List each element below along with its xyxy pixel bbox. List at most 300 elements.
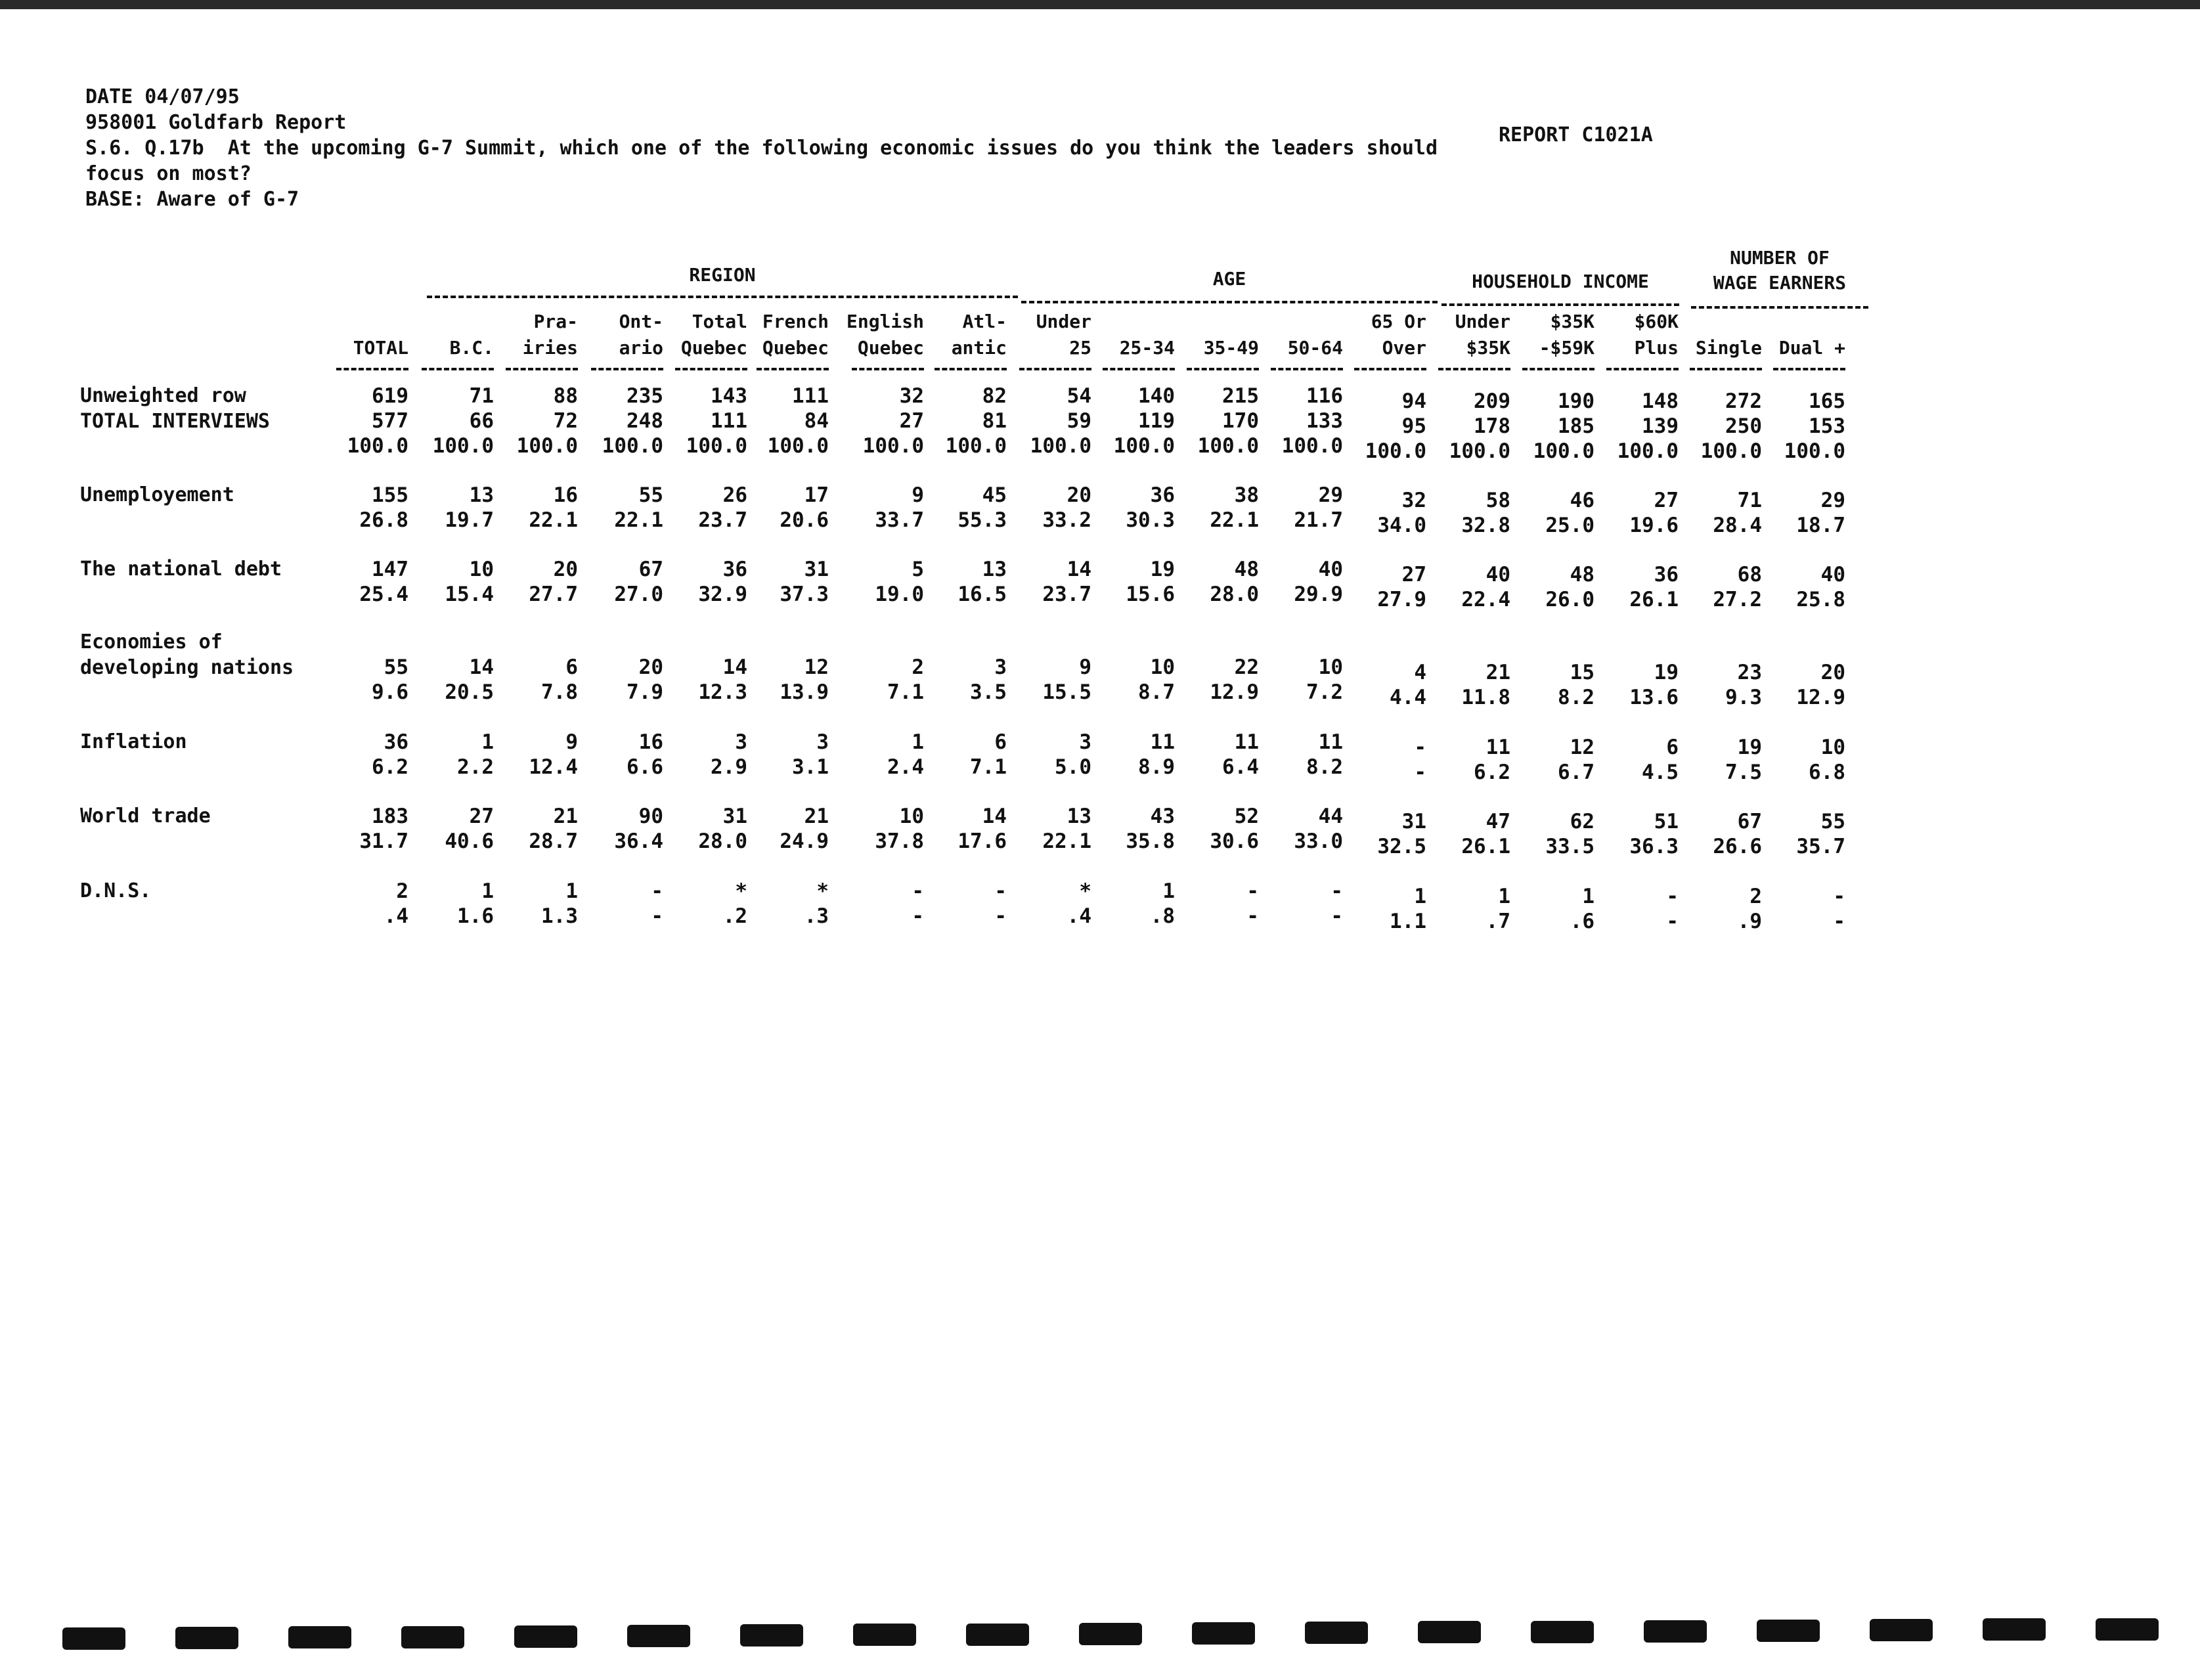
table-cell: 1.3: [541, 904, 578, 928]
table-cell: 1.1: [1390, 910, 1426, 933]
table-cell: 3.5: [970, 680, 1007, 704]
column-header: [1425, 309, 1510, 361]
column-header: [1760, 309, 1845, 361]
table-cell: 7.5: [1725, 761, 1762, 784]
table-cell: 1: [481, 879, 494, 903]
table-cell: 25.4: [359, 583, 408, 606]
table-cell: 1: [1414, 885, 1426, 908]
table-cell: 5.0: [1055, 755, 1091, 779]
row-label: [80, 482, 234, 508]
table-cell: 170: [1222, 409, 1259, 433]
column-header: [493, 309, 578, 361]
table-cell: 7.1: [970, 755, 1007, 779]
row-label: [80, 878, 151, 904]
table-cell: 119: [1138, 409, 1175, 433]
table-cell: 28.0: [1210, 583, 1259, 606]
table-cell: 13.6: [1629, 686, 1679, 709]
table-cell: 40: [1485, 563, 1510, 586]
table-cell: -: [1833, 910, 1845, 933]
row-label: [80, 803, 211, 829]
table-cell: 148: [1642, 389, 1679, 413]
table-cell: 35.7: [1796, 835, 1845, 858]
column-header-rule: [852, 368, 924, 370]
table-cell: -: [1833, 885, 1845, 908]
table-cell: 235: [627, 384, 663, 408]
table-cell: 37.3: [780, 583, 829, 606]
column-header-line-1: 65 Or: [1371, 311, 1426, 332]
table-cell: 36.3: [1629, 835, 1679, 858]
table-cell: 16: [638, 730, 663, 754]
feed-hole-mark: [1644, 1620, 1707, 1643]
table-cell: .4: [384, 904, 408, 928]
table-cell: 248: [627, 409, 663, 433]
column-header-line-2: 25: [1069, 337, 1091, 359]
table-cell: 18.7: [1796, 514, 1845, 537]
table-cell: 100.0: [1113, 434, 1175, 458]
table-cell: 100.0: [1365, 439, 1426, 463]
table-cell: 28.4: [1713, 514, 1762, 537]
table-cell: 13: [982, 558, 1007, 581]
column-header-line-1: [1089, 309, 1175, 335]
table-cell: 30.6: [1210, 829, 1259, 853]
feed-hole-mark: [401, 1626, 464, 1648]
column-header-line-2: 25-34: [1119, 337, 1175, 359]
table-cell: 40.6: [445, 829, 494, 853]
table-cell: 66: [469, 409, 494, 433]
column-header: [408, 309, 494, 361]
table-cell: 100.0: [1030, 434, 1091, 458]
table-cell: 26.8: [359, 508, 408, 532]
feed-hole-mark: [1531, 1621, 1594, 1643]
table-cell: 55: [638, 483, 663, 507]
table-cell: 6.6: [627, 755, 663, 779]
banner-age-rule: [1021, 301, 1438, 303]
table-cell: 15.5: [1042, 680, 1091, 704]
table-cell: 36: [1654, 563, 1679, 586]
table-cell: 6: [994, 730, 1007, 754]
column-header-rule: [1522, 368, 1595, 370]
table-cell: 27: [469, 805, 494, 828]
feed-hole-mark: [627, 1625, 690, 1647]
table-cell: 190: [1558, 389, 1595, 413]
table-cell: 32.9: [698, 583, 747, 606]
column-header-rule: [1271, 368, 1343, 370]
table-cell: -: [1246, 904, 1259, 928]
report-id: REPORT C1021A: [1499, 123, 1653, 146]
feed-hole-mark: [288, 1626, 351, 1648]
table-cell: 9.6: [372, 680, 408, 704]
table-cell: 14: [722, 655, 747, 679]
table-cell: 32: [1401, 489, 1426, 512]
table-cell: 100.0: [1449, 439, 1510, 463]
column-header-line-2: iries: [522, 337, 578, 359]
table-cell: 2.4: [887, 755, 924, 779]
column-header-line-2: antic: [951, 337, 1007, 359]
table-cell: 3: [1079, 730, 1091, 754]
table-cell: 19.0: [875, 583, 924, 606]
table-cell: 55: [1820, 810, 1845, 833]
table-cell: 19.6: [1629, 514, 1679, 537]
column-header-line-1: [323, 309, 408, 335]
table-cell: 33.5: [1545, 835, 1595, 858]
table-cell: 84: [804, 409, 829, 433]
row-label-line: TOTAL INTERVIEWS: [80, 410, 270, 433]
table-cell: 3.1: [792, 755, 829, 779]
table-cell: 619: [372, 384, 408, 408]
column-header: [578, 309, 663, 361]
banner-wage-earners-line-2: WAGE EARNERS: [1713, 272, 1847, 294]
table-cell: 23.7: [698, 508, 747, 532]
table-cell: 10: [1150, 655, 1175, 679]
banner-wage-earners-line-1: NUMBER OF: [1730, 247, 1830, 269]
table-cell: 81: [982, 409, 1007, 433]
row-label: [80, 729, 187, 755]
table-cell: 38: [1234, 483, 1259, 507]
table-cell: 67: [638, 558, 663, 581]
column-header-rule: [1019, 368, 1091, 370]
column-header: [839, 309, 924, 361]
table-cell: 1: [1162, 879, 1175, 903]
table-cell: 11: [1485, 736, 1510, 759]
table-cell: 30.3: [1126, 508, 1175, 532]
table-cell: 10: [899, 805, 924, 828]
column-header-rule: [935, 368, 1007, 370]
column-header-line-1: [1677, 309, 1762, 335]
row-label-line: Inflation: [80, 730, 187, 753]
table-cell: 54: [1067, 384, 1091, 408]
table-cell: 3: [816, 730, 829, 754]
feed-hole-mark: [1757, 1620, 1820, 1642]
table-cell: 26.1: [1461, 835, 1510, 858]
table-cell: 22: [1234, 655, 1259, 679]
column-header-rule: [675, 368, 747, 370]
base-line: BASE: Aware of G-7: [85, 188, 299, 211]
table-cell: 48: [1570, 563, 1595, 586]
table-cell: 31.7: [359, 829, 408, 853]
table-cell: 2: [912, 655, 924, 679]
column-header-line-2: -$59K: [1539, 337, 1595, 359]
table-cell: 26: [722, 483, 747, 507]
column-header-line-2: Dual +: [1778, 337, 1845, 359]
column-header: [1509, 309, 1595, 361]
banner-wage-earners: [1691, 246, 1868, 296]
table-cell: 15.4: [445, 583, 494, 606]
column-header-line-1: [1174, 309, 1259, 335]
table-cell: 32: [899, 384, 924, 408]
column-header: [1593, 309, 1679, 361]
table-cell: 12.4: [529, 755, 578, 779]
table-cell: -: [994, 904, 1007, 928]
column-header-rule: [1103, 368, 1175, 370]
table-cell: 6.4: [1222, 755, 1259, 779]
column-header-rule: [591, 368, 663, 370]
column-header-line-1: Under: [1036, 311, 1091, 332]
table-cell: -: [1331, 904, 1343, 928]
table-cell: 1: [912, 730, 924, 754]
column-header-rule: [506, 368, 578, 370]
table-cell: 8.2: [1306, 755, 1343, 779]
column-header: [1258, 309, 1343, 361]
table-cell: 72: [553, 409, 578, 433]
table-cell: 27.2: [1713, 588, 1762, 611]
table-cell: 1.6: [457, 904, 494, 928]
banner-household-income-rule: [1441, 303, 1679, 306]
column-header-line-1: [408, 309, 494, 335]
table-cell: 26.6: [1713, 835, 1762, 858]
table-cell: 15.6: [1126, 583, 1175, 606]
table-cell: 20: [1067, 483, 1091, 507]
table-cell: .6: [1570, 910, 1595, 933]
table-cell: 25.8: [1796, 588, 1845, 611]
table-cell: 32.8: [1461, 514, 1510, 537]
column-header-line-1: French: [762, 311, 829, 332]
table-cell: 16.5: [957, 583, 1007, 606]
column-header-rule: [757, 368, 829, 370]
table-cell: 58: [1485, 489, 1510, 512]
column-header-line-1: [1760, 309, 1845, 335]
table-cell: 25.0: [1545, 514, 1595, 537]
table-cell: 577: [372, 409, 408, 433]
table-cell: 8.2: [1558, 686, 1595, 709]
table-cell: 45: [982, 483, 1007, 507]
column-header: [1677, 309, 1762, 361]
table-cell: 6.7: [1558, 761, 1595, 784]
table-cell: 2: [1749, 885, 1762, 908]
feed-hole-mark: [62, 1627, 125, 1650]
feed-hole-mark: [175, 1627, 238, 1649]
table-cell: 27.9: [1377, 588, 1426, 611]
table-cell: 155: [372, 483, 408, 507]
table-cell: 33.2: [1042, 508, 1091, 532]
table-cell: 116: [1306, 384, 1343, 408]
table-cell: 59: [1067, 409, 1091, 433]
table-cell: 34.0: [1377, 514, 1426, 537]
table-cell: 94: [1401, 389, 1426, 413]
date-line: DATE 04/07/95: [85, 85, 240, 108]
table-cell: 20: [1820, 661, 1845, 684]
table-cell: 111: [792, 384, 829, 408]
column-header: [921, 309, 1007, 361]
table-cell: 100.0: [1617, 439, 1679, 463]
report-header: [85, 84, 1438, 212]
column-header-line-1: Pra-: [533, 311, 578, 332]
table-cell: 29: [1820, 489, 1845, 512]
table-cell: 12.3: [698, 680, 747, 704]
column-header-rule: [1187, 368, 1259, 370]
table-cell: 21: [804, 805, 829, 828]
banner-region: REGION: [689, 264, 756, 286]
table-cell: 100.0: [767, 434, 829, 458]
table-cell: 8.7: [1138, 680, 1175, 704]
table-cell: 7.2: [1306, 680, 1343, 704]
column-header-line-2: Single: [1695, 337, 1762, 359]
table-cell: 40: [1820, 563, 1845, 586]
feed-hole-mark: [1079, 1623, 1142, 1645]
table-cell: 9: [1079, 655, 1091, 679]
table-cell: 143: [711, 384, 747, 408]
table-cell: 29: [1318, 483, 1343, 507]
table-cell: 46: [1570, 489, 1595, 512]
row-label-line: Economies of: [80, 630, 223, 653]
table-cell: 178: [1474, 414, 1510, 438]
column-header-line-1: English: [846, 311, 924, 332]
question-line-2: focus on most?: [85, 162, 252, 185]
table-cell: 6: [1666, 736, 1679, 759]
table-cell: 14: [1067, 558, 1091, 581]
row-label-line: Unweighted row: [80, 384, 246, 407]
table-cell: 22.1: [529, 508, 578, 532]
column-header-rule: [1606, 368, 1679, 370]
column-header-line-2: 35-49: [1203, 337, 1259, 359]
table-cell: .8: [1150, 904, 1175, 928]
table-cell: 100.0: [516, 434, 578, 458]
table-cell: 35.8: [1126, 829, 1175, 853]
table-cell: 19: [1737, 736, 1762, 759]
table-cell: 250: [1725, 414, 1762, 438]
row-label-line: developing nations: [80, 656, 294, 679]
table-cell: -: [651, 904, 663, 928]
table-cell: -: [1246, 879, 1259, 903]
column-header-line-2: Quebec: [857, 337, 924, 359]
table-cell: 10: [469, 558, 494, 581]
table-cell: 17: [804, 483, 829, 507]
table-cell: *: [816, 879, 829, 903]
table-cell: 6.2: [372, 755, 408, 779]
table-cell: 20: [638, 655, 663, 679]
table-cell: 17.6: [957, 829, 1007, 853]
table-cell: -: [1414, 736, 1426, 759]
table-cell: 47: [1485, 810, 1510, 833]
table-cell: 22.1: [1210, 508, 1259, 532]
table-cell: 100.0: [862, 434, 924, 458]
table-cell: 7.9: [627, 680, 663, 704]
table-cell: 11: [1318, 730, 1343, 754]
page-top-edge: [0, 0, 2200, 9]
table-cell: 22.1: [1042, 829, 1091, 853]
column-header: [1341, 309, 1426, 361]
table-cell: 13: [469, 483, 494, 507]
table-cell: 20.5: [445, 680, 494, 704]
table-cell: 1: [1498, 885, 1510, 908]
table-cell: 100.0: [1197, 434, 1259, 458]
feed-hole-mark: [514, 1625, 577, 1648]
table-cell: -: [1414, 761, 1426, 784]
table-cell: 1: [1582, 885, 1595, 908]
column-header-line-1: $35K: [1550, 311, 1595, 332]
table-cell: 1: [481, 730, 494, 754]
table-cell: 147: [372, 558, 408, 581]
column-header-line-2: Over: [1382, 337, 1426, 359]
table-cell: 9: [565, 730, 578, 754]
feed-hole-mark: [1305, 1622, 1368, 1644]
table-cell: 24.9: [780, 829, 829, 853]
table-cell: 19: [1150, 558, 1175, 581]
table-cell: 139: [1642, 414, 1679, 438]
table-cell: 100.0: [347, 434, 408, 458]
table-cell: 19: [1654, 661, 1679, 684]
table-cell: 21.7: [1294, 508, 1343, 532]
table-cell: 7.1: [887, 680, 924, 704]
table-cell: 9.3: [1725, 686, 1762, 709]
column-header-line-2: $35K: [1466, 337, 1510, 359]
table-cell: 4.4: [1390, 686, 1426, 709]
table-cell: 82: [982, 384, 1007, 408]
table-cell: .7: [1485, 910, 1510, 933]
table-cell: 20.6: [780, 508, 829, 532]
table-cell: 111: [711, 409, 747, 433]
table-cell: 3: [735, 730, 747, 754]
table-cell: 95: [1401, 414, 1426, 438]
table-cell: 27: [1401, 563, 1426, 586]
table-cell: 23: [1737, 661, 1762, 684]
table-cell: 165: [1809, 389, 1845, 413]
table-cell: 90: [638, 805, 663, 828]
table-cell: .9: [1737, 910, 1762, 933]
table-cell: 7.8: [541, 680, 578, 704]
table-cell: 71: [469, 384, 494, 408]
table-cell: *: [735, 879, 747, 903]
table-cell: 40: [1318, 558, 1343, 581]
table-cell: 13.9: [780, 680, 829, 704]
column-header-line-2: Quebec: [680, 337, 747, 359]
table-cell: 1: [565, 879, 578, 903]
row-label: [80, 629, 294, 680]
table-cell: 68: [1737, 563, 1762, 586]
table-cell: 100.0: [1533, 439, 1595, 463]
table-cell: 100.0: [1281, 434, 1343, 458]
banner-household-income: HOUSEHOLD INCOME: [1472, 271, 1649, 292]
column-header-rule: [336, 368, 408, 370]
table-cell: 28.7: [529, 829, 578, 853]
table-cell: 19.7: [445, 508, 494, 532]
table-cell: 36: [722, 558, 747, 581]
table-cell: 14: [982, 805, 1007, 828]
table-cell: 100.0: [1784, 439, 1845, 463]
report-title-line: 958001 Goldfarb Report: [85, 111, 347, 134]
table-cell: 185: [1558, 414, 1595, 438]
table-cell: -: [1331, 879, 1343, 903]
table-cell: 33.0: [1294, 829, 1343, 853]
table-cell: 88: [553, 384, 578, 408]
column-header-line-1: Total: [692, 311, 747, 332]
table-cell: -: [1666, 885, 1679, 908]
feed-hole-mark: [1418, 1621, 1481, 1643]
table-cell: 12.9: [1210, 680, 1259, 704]
table-cell: 183: [372, 805, 408, 828]
table-cell: 31: [804, 558, 829, 581]
table-cell: -: [994, 879, 1007, 903]
table-cell: 36: [384, 730, 408, 754]
table-cell: 55: [384, 655, 408, 679]
column-header: [662, 309, 747, 361]
table-cell: 12: [1570, 736, 1595, 759]
table-cell: .2: [722, 904, 747, 928]
column-header-rule: [422, 368, 494, 370]
table-cell: 29.9: [1294, 583, 1343, 606]
column-header-rule: [1690, 368, 1762, 370]
question-line-1: S.6. Q.17b At the upcoming G-7 Summit, which one of the following economic issues do you think the leaders should: [85, 137, 1438, 160]
table-cell: 272: [1725, 389, 1762, 413]
column-header: [1174, 309, 1259, 361]
table-cell: 6.2: [1474, 761, 1510, 784]
row-label: [80, 383, 270, 434]
row-label-line: D.N.S.: [80, 879, 152, 902]
table-cell: 71: [1737, 489, 1762, 512]
table-cell: 52: [1234, 805, 1259, 828]
table-cell: 27: [1654, 489, 1679, 512]
table-cell: 44: [1318, 805, 1343, 828]
table-cell: 140: [1138, 384, 1175, 408]
